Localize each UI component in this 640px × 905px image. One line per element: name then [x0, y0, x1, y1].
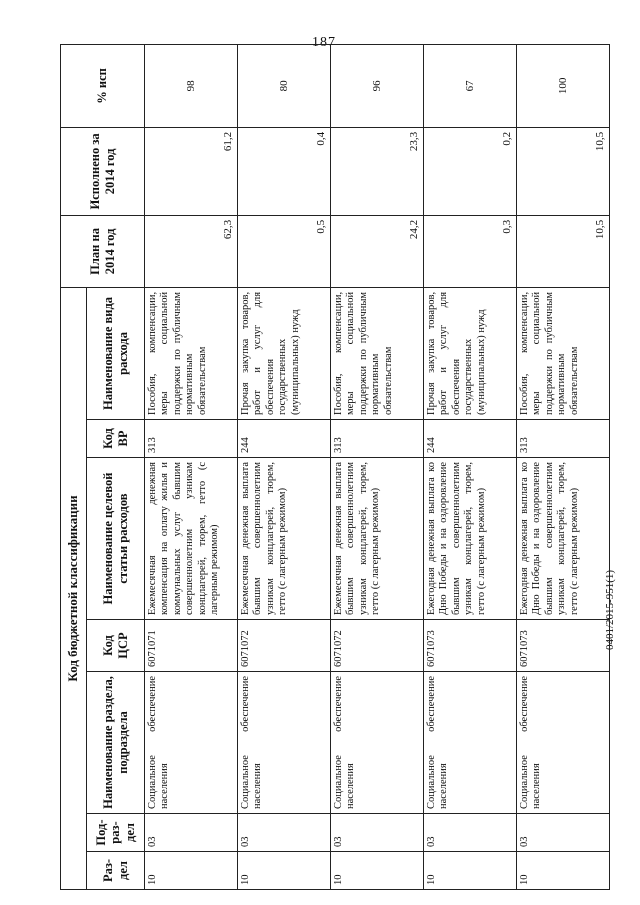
cell-podrazdel: 03 — [331, 814, 424, 852]
cell-vr: 244 — [238, 420, 331, 458]
cell-vr-name: Пособия, компенсации, меры социальной поддержки по публичным нормативным обязательствам — [145, 287, 238, 419]
cell-section: Социальное обеспечение населения — [238, 672, 331, 814]
page-number: 187 — [312, 35, 336, 50]
budget-table — [60, 44, 610, 890]
cell-target: Ежемесячная денежная выплата бывшим совершеннолетним узникам концлагерей, тюрем, гетто (с лагерным режимом) — [331, 458, 424, 620]
budget-sheet — [60, 45, 610, 890]
cell-plan: 24,2 — [331, 215, 424, 287]
cell-csr: 6071072 — [238, 620, 331, 672]
header-section-name: Наименование раздела, подраздела — [87, 672, 145, 814]
cell-podrazdel: 03 — [238, 814, 331, 852]
cell-target: Ежемесячная денежная выплата бывшим совершеннолетним узникам концлагерей, тюрем, гетто (с лагерным режимом) — [238, 458, 331, 620]
header-vr: Код ВР — [87, 420, 145, 458]
header-razdel: Раз-дел — [87, 852, 145, 890]
cell-section: Социальное обеспечение населения — [424, 672, 517, 814]
group-header: Код бюджетной классификации — [61, 287, 87, 889]
cell-pct: 67 — [424, 44, 517, 127]
cell-target: Ежегодная денежная выплата ко Дню Победы и на оздоровление бывшим совершеннолетним узникам концлагерей, тюрем, гетто (с лагерным режимом) — [424, 458, 517, 620]
cell-razdel: 10 — [424, 852, 517, 890]
document-number: 0401/2015-951(1) — [604, 569, 616, 650]
cell-section: Социальное обеспечение населения — [517, 672, 610, 814]
table-row — [145, 44, 238, 889]
cell-pct: 96 — [331, 44, 424, 127]
cell-pct: 98 — [145, 44, 238, 127]
cell-razdel: 10 — [145, 852, 238, 890]
cell-razdel: 10 — [238, 852, 331, 890]
cell-vr: 244 — [424, 420, 517, 458]
cell-vr-name: Прочая закупка товаров, работ и услуг для обеспечения государственных (муниципальных) нужд — [238, 287, 331, 419]
cell-vr-name: Пособия, компенсации, меры социальной поддержки по публичным нормативным обязательствам — [331, 287, 424, 419]
cell-target: Ежемесячная денежная компенсация на оплату жилья и коммунальных услуг бывшим совершеннолетним узникам концлагерей, тюрем, гетто (с лагерным режимом) — [145, 458, 238, 620]
cell-plan: 0,5 — [238, 215, 331, 287]
cell-csr: 6071073 — [424, 620, 517, 672]
header-pct: % исп — [61, 44, 145, 127]
header-csr: Код ЦСР — [87, 620, 145, 672]
cell-done: 0,2 — [424, 127, 517, 215]
cell-vr: 313 — [517, 420, 610, 458]
cell-plan: 62,3 — [145, 215, 238, 287]
cell-section: Социальное обеспечение населения — [331, 672, 424, 814]
cell-csr: 6071071 — [145, 620, 238, 672]
header-target-name: Наименование целевой статьи расходов — [87, 458, 145, 620]
cell-pct: 100 — [517, 44, 610, 127]
cell-vr-name: Пособия, компенсации, меры социальной поддержки по публичным нормативным обязательствам — [517, 287, 610, 419]
cell-pct: 80 — [238, 44, 331, 127]
cell-target: Ежегодная денежная выплата ко Дню Победы и на оздоровление бывшим совершеннолетним узникам концлагерей, тюрем, гетто (с лагерным режимом) — [517, 458, 610, 620]
cell-plan: 10,5 — [517, 215, 610, 287]
cell-done: 23,3 — [331, 127, 424, 215]
cell-vr: 313 — [145, 420, 238, 458]
cell-csr: 6071073 — [517, 620, 610, 672]
cell-razdel: 10 — [517, 852, 610, 890]
table-row — [517, 44, 610, 889]
table-row — [331, 44, 424, 889]
cell-vr-name: Прочая закупка товаров, работ и услуг для обеспечения государственных (муниципальных) нужд — [424, 287, 517, 419]
table-row — [238, 44, 331, 889]
cell-done: 61,2 — [145, 127, 238, 215]
cell-section: Социальное обеспечение населения — [145, 672, 238, 814]
header-vr-name: Наименование вида расхода — [87, 287, 145, 419]
cell-plan: 0,3 — [424, 215, 517, 287]
cell-podrazdel: 03 — [424, 814, 517, 852]
cell-csr: 6071072 — [331, 620, 424, 672]
cell-vr: 313 — [331, 420, 424, 458]
header-podrazdel: Под-раз-дел — [87, 814, 145, 852]
table-row — [424, 44, 517, 889]
cell-done: 0,4 — [238, 127, 331, 215]
cell-podrazdel: 03 — [145, 814, 238, 852]
header-done: Исполнено за 2014 год — [61, 127, 145, 215]
header-plan: План на 2014 год — [61, 215, 145, 287]
cell-podrazdel: 03 — [517, 814, 610, 852]
cell-done: 10,5 — [517, 127, 610, 215]
cell-razdel: 10 — [331, 852, 424, 890]
table-body — [145, 44, 610, 889]
